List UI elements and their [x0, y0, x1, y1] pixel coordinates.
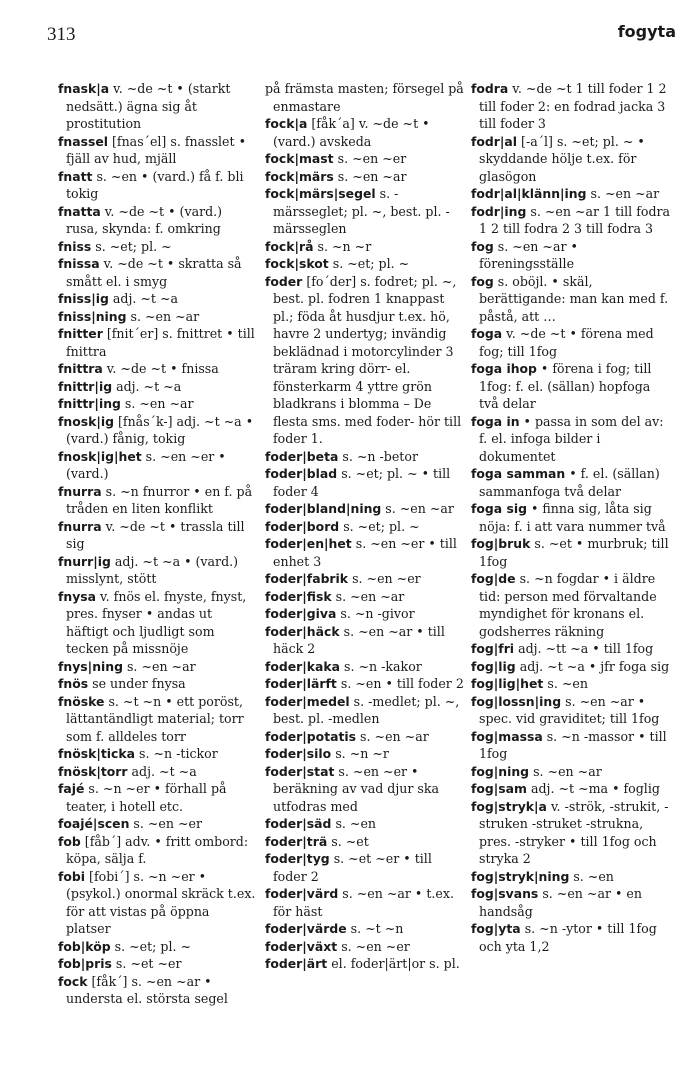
dictionary-entry: [265, 833, 465, 851]
dictionary-entry: [58, 203, 258, 238]
headword: fajé: [58, 781, 85, 796]
entry-definition: [fåk´] s. ~en ~ar • understa el. största segel: [66, 973, 228, 1006]
entry-definition: v. ~de ~t • trassla till sig: [66, 518, 245, 551]
dictionary-entry: [58, 395, 258, 413]
headword: fodr|al|klänn|ing: [471, 186, 587, 201]
entry-definition: på främsta masten; försegel på enmastare: [265, 81, 464, 114]
headword: foder|medel: [265, 693, 350, 709]
dictionary-entry: [58, 973, 258, 1008]
entry-definition: s. ~en: [547, 676, 588, 691]
dictionary-entry: [471, 360, 671, 413]
headword: foder|trä: [265, 833, 328, 849]
headword: foder|säd: [265, 816, 332, 831]
column-2: [265, 80, 465, 1060]
headword: fnatta: [58, 203, 101, 219]
dictionary-entry: [471, 535, 671, 570]
dictionary-entry: [471, 500, 671, 535]
headword: foder|bland|ning: [265, 501, 382, 516]
entry-definition: adj. ~t ~a: [112, 291, 179, 306]
dictionary-entry: [471, 465, 671, 500]
dictionary-entry: [471, 133, 671, 186]
headword: fock|märs|segel: [265, 186, 376, 201]
dictionary-entry: [471, 80, 671, 133]
dictionary-entry: [265, 955, 465, 973]
entry-definition: • förena i fog; till 1fog: f. el. (sällan) hopfoga två delar: [479, 361, 652, 411]
headword: fnurr|ig: [58, 553, 111, 569]
dictionary-entry: [265, 728, 465, 746]
dictionary-entry: [471, 203, 671, 238]
entry-definition: s. ~en ~ar • spec. vid graviditet; till 1fog: [479, 693, 660, 726]
dictionary-entry: [471, 763, 671, 781]
dictionary-entry: [265, 623, 465, 658]
dictionary-entry: [265, 675, 465, 693]
entry-definition: s. ~n fnurror • en f. på tråden en liten konflikt: [66, 483, 253, 516]
entry-definition: adj. ~t ~a • jfr foga sig: [519, 658, 670, 674]
entry-definition: v. ~de ~t • (vard.) rusa, skynda: f. omkring: [66, 203, 223, 236]
headword: fock|a: [265, 116, 308, 131]
headword: foder|lärft: [265, 676, 337, 691]
dictionary-entry: [265, 238, 465, 256]
headword: foder|växt: [265, 938, 338, 954]
entry-definition: s. ~en ~er • (vard.): [66, 448, 226, 481]
entry-definition: s. ~en: [335, 816, 377, 831]
dictionary-entry: [265, 80, 465, 115]
headword: foder|värde: [265, 921, 347, 936]
entry-definition: v. ~de ~t • förena med fog; till 1fog: [479, 326, 654, 359]
entry-definition: [fo´der] s. fodret; pl. ~, best. pl. fodren 1 knappast pl.; föda åt husdjur t.ex. hö, havre 2 undertyg; invändig beklädnad i motorcylinder 3 träram kring dörr- el. fönsterkarm 4 yttre grön bladkrans i blomma – De flesta sms. med foder- hör till foder 1.: [273, 273, 462, 446]
headword: fodr|al: [471, 133, 518, 149]
dictionary-entry: [265, 938, 465, 956]
headword: foga: [471, 326, 503, 341]
headword: fnatt: [58, 168, 93, 184]
headword: fock: [58, 973, 88, 989]
headword: foder|ärt: [265, 956, 328, 971]
dictionary-entry: [265, 535, 465, 570]
headword: foga ihop: [471, 361, 537, 376]
dictionary-entry: [265, 115, 465, 150]
entry-definition: s. ~et ~er • till foder 2: [273, 851, 432, 884]
dictionary-entry: [265, 570, 465, 588]
dictionary-entry: [471, 728, 671, 763]
entry-definition: s. ~en ~ar: [337, 168, 407, 184]
entry-definition: s. ~en ~ar: [590, 186, 660, 201]
dictionary-entry: [265, 885, 465, 920]
entry-definition: s. ~en ~ar • föreningsställe: [479, 238, 578, 271]
dictionary-entry: [58, 290, 258, 308]
dictionary-entry: [58, 763, 258, 781]
entry-definition: s. ~n -massor • till 1fog: [479, 728, 667, 761]
dictionary-entry: [265, 518, 465, 536]
headword: foder|kaka: [265, 658, 341, 674]
entry-definition: s. ~en ~ar: [385, 501, 454, 516]
dictionary-entry: [265, 168, 465, 186]
dictionary-entry: [265, 920, 465, 938]
dictionary-entry: [58, 658, 258, 676]
entry-definition: adj. ~t ~a: [116, 378, 182, 394]
entry-definition: s. -märsseglet; pl. ~, best. pl. -märsseglen: [273, 186, 450, 236]
entry-definition: s. ~et: [331, 833, 369, 849]
headword: foajé|scen: [58, 816, 130, 831]
dictionary-entry: [471, 325, 671, 360]
dictionary-entry: [58, 868, 258, 938]
headword: fnassel: [58, 133, 108, 149]
entry-definition: s. ~n -tickor: [139, 746, 218, 761]
entry-definition: s. ~n ~r: [317, 238, 372, 254]
dictionary-entry: [58, 133, 258, 168]
dictionary-entry: [471, 920, 671, 955]
entry-definition: • finna sig, låta sig nöja: f. i att vara nummer två: [479, 501, 666, 534]
dictionary-entry: [58, 780, 258, 815]
entry-definition: v. fnös el. fnyste, fnyst, pres. fnyser • andas ut häftigt och ljudligt som tecken på missnöje: [66, 588, 247, 656]
entry-definition: adj. ~t ~a • (vard.) misslynt, stött: [66, 553, 239, 586]
headword: fock|skot: [265, 256, 329, 271]
headword: fnittra: [58, 361, 103, 376]
dictionary-entry: [58, 938, 258, 956]
headword: foder|giva: [265, 606, 337, 621]
entry-definition: s. oböjl. • skäl, berättigande: man kan med f. påstå, att …: [479, 273, 669, 324]
entry-definition: • f. el. (sällan) sammanfoga två delar: [479, 466, 660, 499]
dictionary-entry: [265, 693, 465, 728]
entry-definition: s. ~en ~er • beräkning av vad djur ska utfodras med: [273, 763, 440, 814]
headword: fog|lig|het: [471, 676, 544, 691]
dictionary-entry: [58, 745, 258, 763]
dictionary-entry: [58, 588, 258, 658]
dictionary-entry: [471, 868, 671, 886]
headword: fog|massa: [471, 728, 543, 744]
dictionary-entry: [58, 675, 258, 693]
entry-definition: adj. ~tt ~a • till 1fog: [518, 641, 654, 656]
entry-definition: v. ~de ~t • skratta så smått el. i smyg: [66, 256, 242, 289]
entry-definition: • passa in som del av: f. el. infoga bilder i dokumentet: [479, 413, 664, 464]
entry-definition: s. ~et ~er: [115, 956, 182, 971]
dictionary-entry: [471, 273, 671, 326]
entry-definition: v. -strök, -strukit, -struken -struket -strukna, pres. -stryker • till 1fog och stryka 2: [479, 798, 669, 866]
entry-definition: s. ~en ~er: [352, 571, 421, 586]
entry-definition: [fåb´] adv. • fritt ombord: köpa, sälja f.: [66, 833, 249, 866]
page-number: 313: [47, 24, 76, 45]
headword: fog: [471, 273, 494, 289]
dictionary-entry: [265, 605, 465, 623]
headword: fog|svans: [471, 886, 539, 901]
entry-definition: s. ~en ~ar: [126, 658, 196, 674]
headword: fniss|ning: [58, 308, 127, 324]
entry-definition: s. ~en • till foder 2: [340, 676, 464, 691]
entry-definition: s. ~et; pl. ~: [332, 256, 410, 271]
entry-definition: s. ~n fogdar • i äldre tid: person med förvaltande myndighet för kronans el. godsherres räkning: [479, 571, 657, 639]
dictionary-entry: [58, 693, 258, 746]
headword: fniss|ig: [58, 291, 109, 306]
headword: foder|häck: [265, 623, 340, 639]
headword: foder|beta: [265, 448, 339, 464]
dictionary-entry: [58, 553, 258, 588]
dictionary-entry: [265, 588, 465, 606]
entry-definition: s. ~en ~er • till enhet 3: [273, 536, 457, 569]
entry-definition: s. ~en ~er: [337, 151, 407, 166]
headword: fog|stryk|ning: [471, 868, 570, 884]
dictionary-entry: [265, 850, 465, 885]
headword: fnösk|torr: [58, 763, 128, 779]
headword: fnitter: [58, 326, 103, 341]
page-header: [0, 0, 698, 56]
entry-definition: s. ~et; pl. ~: [95, 238, 172, 254]
headword: fnös: [58, 676, 89, 691]
dictionary-entry: [471, 640, 671, 658]
entry-definition: s. ~t ~n: [350, 921, 404, 936]
dictionary-entry: [58, 325, 258, 360]
headword: foder|stat: [265, 763, 335, 779]
entry-definition: s. ~en ~ar: [533, 763, 602, 779]
entry-definition: s. ~et; pl. ~: [114, 938, 192, 954]
dictionary-entry: [471, 413, 671, 466]
headword: fnask|a: [58, 81, 110, 96]
entry-definition: v. ~de ~t • (starkt nedsätt.) ägna sig åt prostitution: [66, 81, 231, 131]
dictionary-entry: [58, 308, 258, 326]
headword: fnösk|ticka: [58, 746, 135, 761]
dictionary-entry: [58, 168, 258, 203]
dictionary-entry: [471, 185, 671, 203]
dictionary-entry: [265, 658, 465, 676]
running-head: fogyta: [617, 22, 676, 41]
headword: foga sig: [471, 501, 527, 516]
headword: fog|sam: [471, 781, 527, 796]
headword: fog|lossn|ing: [471, 693, 562, 709]
dictionary-entry: [471, 238, 671, 273]
headword: foder|fisk: [265, 588, 332, 604]
entry-definition: s. ~en ~er: [341, 938, 410, 954]
entry-definition: [fnås´k-] adj. ~t ~a • (vard.) fånig, tokig: [66, 413, 254, 446]
dictionary-entry: [58, 238, 258, 256]
entry-definition: s. ~n ~r: [335, 746, 389, 761]
column-1: [58, 80, 258, 1060]
headword: fob|pris: [58, 956, 112, 971]
dictionary-entry: [265, 448, 465, 466]
entry-definition: s. ~n -ytor • till 1fog och yta 1,2: [479, 921, 657, 954]
dictionary-entry: [265, 500, 465, 518]
entry-definition: s. ~et; pl. ~: [343, 518, 420, 534]
entry-definition: s. ~en ~ar • t.ex. för häst: [273, 886, 454, 919]
headword: foder|en|het: [265, 536, 352, 551]
dictionary-entry: [471, 570, 671, 640]
headword: fock|mast: [265, 151, 334, 166]
dictionary-entry: [471, 798, 671, 868]
headword: fodr|ing: [471, 203, 527, 219]
headword: fnöske: [58, 693, 105, 709]
entry-definition: s. ~n -kakor: [344, 658, 422, 674]
headword: fniss: [58, 238, 92, 254]
dictionary-entry: [58, 378, 258, 396]
headword: foga in: [471, 413, 520, 429]
dictionary-entry: [265, 745, 465, 763]
headword: fog: [471, 238, 494, 254]
headword: foder|bord: [265, 518, 340, 534]
dictionary-entry: [58, 360, 258, 378]
headword: foder|silo: [265, 746, 332, 761]
dictionary-entry: [471, 675, 671, 693]
headword: fnysa: [58, 588, 97, 604]
dictionary-entry: [265, 763, 465, 816]
entry-definition: s. ~en ~er: [133, 816, 203, 831]
entry-definition: [fnit´er] s. fnittret • till fnittra: [66, 326, 255, 359]
headword: fog|ning: [471, 763, 530, 779]
entry-definition: [-a´l] s. ~et; pl. ~ • skyddande hölje t.ex. för glasögon: [479, 133, 645, 184]
headword: fnittr|ing: [58, 396, 121, 411]
headword: fnissa: [58, 256, 100, 271]
headword: fog|fri: [471, 641, 515, 656]
entry-definition: s. ~et • murbruk; till 1fog: [479, 536, 669, 569]
headword: fob: [58, 833, 81, 849]
dictionary-columns: [58, 80, 688, 1060]
dictionary-entry: [58, 518, 258, 553]
entry-definition: v. ~de ~t • fnissa: [106, 361, 219, 376]
dictionary-entry: [58, 955, 258, 973]
dictionary-entry: [58, 483, 258, 518]
entry-definition: [fåk´a] v. ~de ~t • (vard.) avskeda: [273, 116, 430, 149]
headword: fock|märs: [265, 168, 334, 184]
entry-definition: [fobi´] s. ~n ~er • (psykol.) onormal skräck t.ex. för att vistas på öppna platser: [66, 868, 256, 936]
entry-definition: s. ~en: [573, 868, 614, 884]
headword: fnurra: [58, 518, 102, 534]
dictionary-entry: [265, 255, 465, 273]
entry-definition: s. ~n -betor: [342, 448, 418, 464]
entry-definition: s. ~en ~ar • till häck 2: [273, 623, 445, 656]
entry-definition: s. ~en ~ar: [360, 728, 429, 744]
dictionary-entry: [471, 693, 671, 728]
entry-definition: s. ~en ~ar: [124, 396, 194, 411]
dictionary-entry: [265, 465, 465, 500]
dictionary-entry: [471, 780, 671, 798]
headword: fog|stryk|a: [471, 798, 547, 814]
headword: foder|fabrik: [265, 571, 349, 586]
headword: foga samman: [471, 466, 566, 481]
entry-definition: s. ~en • (vard.) få f. bli tokig: [66, 168, 244, 201]
entry-definition: s. ~en ~ar: [335, 588, 405, 604]
headword: fobi: [58, 868, 86, 884]
entry-definition: [fnas´el] s. fnasslet • fjäll av hud, mjäll: [66, 133, 246, 166]
headword: foder|tyg: [265, 851, 330, 866]
entry-definition: adj. ~t ~a: [131, 763, 197, 779]
entry-definition: se under fnysa: [92, 676, 186, 691]
dictionary-entry: [265, 815, 465, 833]
dictionary-entry: [58, 815, 258, 833]
entry-definition: s. -medlet; pl. ~, best. pl. -medlen: [273, 693, 460, 726]
headword: fog|de: [471, 571, 516, 586]
column-3: [471, 80, 671, 1060]
dictionary-entry: [58, 448, 258, 483]
headword: foder: [265, 273, 303, 289]
headword: fnys|ning: [58, 658, 123, 674]
headword: fnittr|ig: [58, 378, 113, 394]
headword: foder|potatis: [265, 728, 357, 744]
entry-definition: s. ~en ~ar • en handsåg: [479, 886, 642, 919]
dictionary-entry: [58, 833, 258, 868]
entry-definition: v. ~de ~t 1 till foder 1 2 till foder 2: en fodrad jacka 3 till foder 3: [479, 81, 667, 131]
headword: fog|yta: [471, 921, 521, 936]
dictionary-entry: [265, 150, 465, 168]
entry-definition: el. foder|ärt|or s. pl.: [331, 956, 460, 971]
headword: fnosk|ig: [58, 413, 114, 429]
headword: fog|lig: [471, 658, 516, 674]
headword: foder|värd: [265, 886, 339, 901]
entry-definition: s. ~en ~ar 1 till fodra 1 2 till fodra 2 3 till fodra 3: [479, 203, 671, 236]
entry-definition: s. ~n -givor: [340, 606, 415, 621]
entry-definition: s. ~et; pl. ~ • till foder 4: [273, 466, 451, 499]
dictionary-entry: [58, 413, 258, 448]
entry-definition: s. ~n ~er • förhall på teater, i hotell etc.: [66, 781, 227, 814]
headword: fnosk|ig|het: [58, 448, 142, 464]
headword: fock|rå: [265, 238, 314, 254]
entry-definition: s. ~en ~ar: [130, 308, 200, 324]
dictionary-entry: [58, 255, 258, 290]
headword: fog|bruk: [471, 536, 531, 551]
headword: foder|blad: [265, 466, 338, 481]
dictionary-entry: [471, 885, 671, 920]
dictionary-entry: [58, 80, 258, 133]
entry-definition: adj. ~t ~ma • foglig: [530, 781, 660, 796]
dictionary-entry: [265, 185, 465, 238]
dictionary-entry: [471, 658, 671, 676]
entry-definition: s. ~t ~n • ett poröst, lättantändligt material; torr som f. alldeles torr: [66, 693, 244, 744]
headword: fnurra: [58, 483, 102, 499]
dictionary-entry: [265, 273, 465, 448]
headword: fob|köp: [58, 938, 111, 954]
headword: fodra: [471, 81, 509, 96]
